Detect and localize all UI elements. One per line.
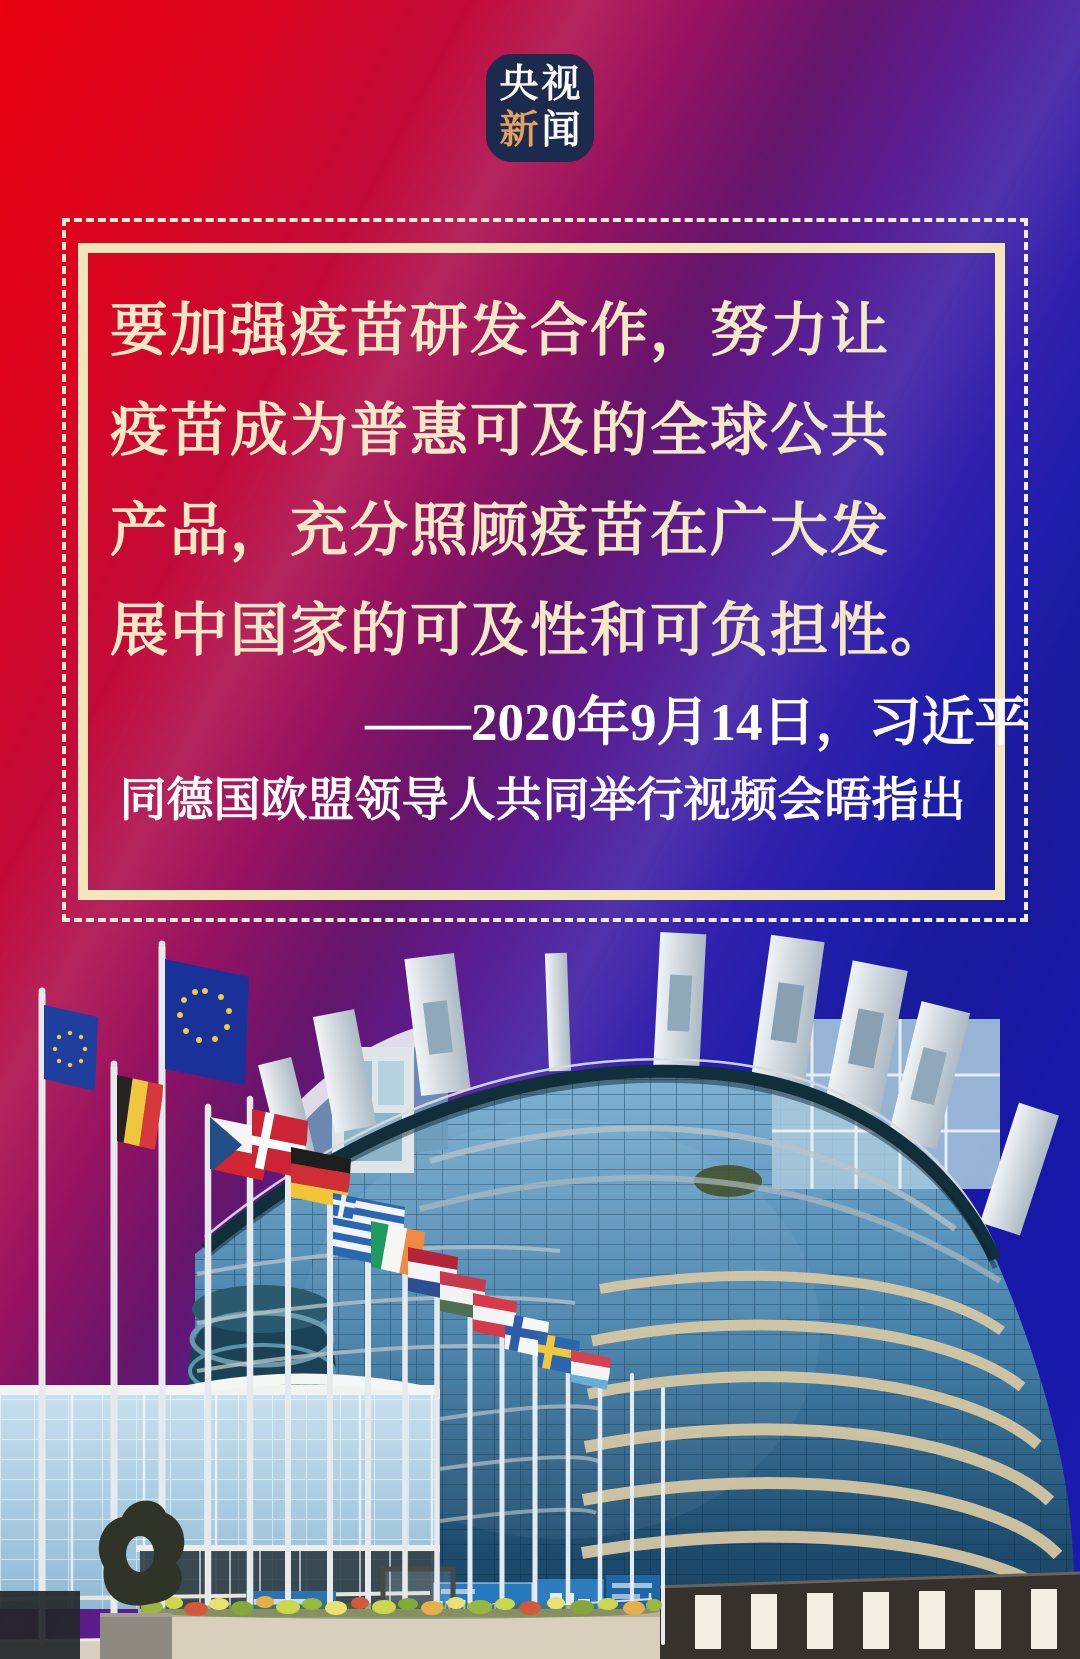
flag-eu-large bbox=[163, 957, 253, 1089]
european-parliament-photo bbox=[0, 899, 1080, 1659]
quote-line-1: 要加强疫苗研发合作，努力让 bbox=[110, 298, 891, 363]
quote-line-2: 疫苗成为普惠可及的全球公共 bbox=[110, 398, 891, 463]
left-glass-building bbox=[0, 1373, 440, 1609]
quote-line-3: 产品，充分照顾疫苗在广大发 bbox=[110, 498, 891, 563]
logo-line2 bbox=[496, 108, 583, 154]
cctv-news-logo bbox=[486, 54, 594, 162]
quote-attribution-event: 同德国欧盟领导人共同举行视频会晤指出 bbox=[119, 775, 966, 827]
logo-line1: 央视 bbox=[499, 63, 584, 106]
flag-eu-small bbox=[42, 1003, 102, 1095]
logo-char-xin: 新 bbox=[499, 109, 542, 152]
logo-char-wen: 闻 bbox=[541, 109, 584, 152]
entrance-wall bbox=[655, 1573, 1080, 1659]
quote-attribution-date: ——2020年9月14日，习近平 bbox=[365, 694, 1028, 752]
flower-planter bbox=[138, 1596, 662, 1659]
quote-panel bbox=[78, 243, 1028, 900]
quote-line-4: 展中国家的可及性和可负担性。 bbox=[110, 598, 951, 663]
